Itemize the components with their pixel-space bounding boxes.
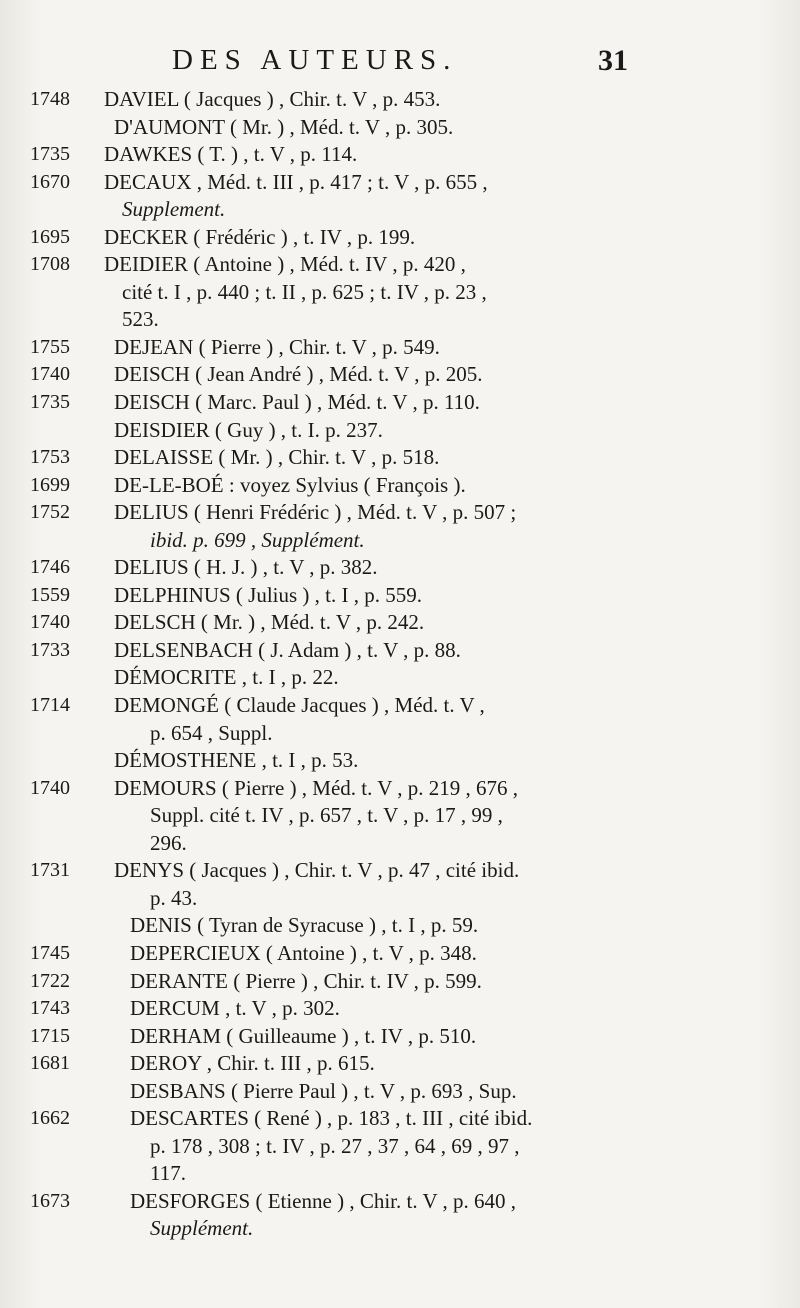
index-entry-denis xyxy=(0,912,800,940)
entry-year: 1559 xyxy=(30,583,70,606)
entry-line: DELAISSE ( Mr. ) , Chir. t. V , p. 518. xyxy=(114,445,440,470)
index-entry-de-le-boe xyxy=(0,472,800,500)
index-entry-delsenbach xyxy=(0,637,800,665)
entry-year: 1733 xyxy=(30,638,70,661)
entry-line: DELIUS ( Henri Frédéric ) , Méd. t. V , p. 507 ; xyxy=(114,500,517,525)
entry-year: 1662 xyxy=(30,1107,70,1130)
page-header xyxy=(0,44,800,88)
entry-continuation-line: cité t. I , p. 440 ; t. II , p. 625 ; t. IV , p. 23 , xyxy=(122,279,487,304)
entry-year: 1740 xyxy=(30,363,70,386)
entry-year: 1740 xyxy=(30,611,70,634)
entry-year: 1714 xyxy=(30,694,70,717)
entry-year: 1735 xyxy=(30,391,70,414)
entry-line: DECAUX , Méd. t. III , p. 417 ; t. V , p. 655 , xyxy=(104,169,488,194)
entry-line: DERANTE ( Pierre ) , Chir. t. IV , p. 599. xyxy=(130,968,482,993)
index-entry-dejean xyxy=(0,334,800,362)
index-entry-derham xyxy=(0,1023,800,1051)
entry-line: DAWKES ( T. ) , t. V , p. 114. xyxy=(104,142,358,167)
index-entry-descartes xyxy=(0,1105,800,1188)
entry-year: 1673 xyxy=(30,1189,70,1212)
entry-year: 1735 xyxy=(30,143,70,166)
index-entry-dercum xyxy=(0,995,800,1023)
entry-year: 1740 xyxy=(30,776,70,799)
entry-line: DERCUM , t. V , p. 302. xyxy=(130,996,340,1021)
entry-continuation-line: 523. xyxy=(122,307,159,332)
entry-year: 1695 xyxy=(30,225,70,248)
index-entry-delphinus xyxy=(0,582,800,610)
entry-line: DESFORGES ( Etienne ) , Chir. t. V , p. 640 , xyxy=(130,1188,516,1213)
entry-line: DEJEAN ( Pierre ) , Chir. t. V , p. 549. xyxy=(114,334,440,359)
author-index-list xyxy=(0,86,800,1243)
entry-line: DEROY , Chir. t. III , p. 615. xyxy=(130,1051,375,1076)
index-entry-decker xyxy=(0,224,800,252)
entry-year: 1681 xyxy=(30,1052,70,1075)
index-entry-deidier xyxy=(0,251,800,334)
entry-continuation-line: 117. xyxy=(150,1161,186,1186)
entry-year: 1708 xyxy=(30,253,70,276)
index-entry-demosthene xyxy=(0,747,800,775)
index-entry-desforges xyxy=(0,1188,800,1243)
entry-continuation-line: p. 43. xyxy=(150,885,198,910)
entry-year: 1743 xyxy=(30,997,70,1020)
entry-year: 1745 xyxy=(30,941,70,964)
entry-year: 1748 xyxy=(30,88,70,110)
entry-line: DEISCH ( Marc. Paul ) , Méd. t. V , p. 110. xyxy=(114,390,480,415)
entry-year: 1722 xyxy=(30,969,70,992)
entry-line: DELPHINUS ( Julius ) , t. I , p. 559. xyxy=(114,582,422,607)
entry-line: DE-LE-BOÉ : voyez Sylvius ( François ). xyxy=(114,472,466,497)
entry-continuation-line: p. 654 , Suppl. xyxy=(150,720,273,745)
entry-continuation-line: ibid. p. 699 , Supplément. xyxy=(150,527,365,552)
index-entry-delius-h-j xyxy=(0,554,800,582)
entry-line: DENYS ( Jacques ) , Chir. t. V , p. 47 , cité ibid. xyxy=(114,858,520,883)
index-entry-delsch xyxy=(0,609,800,637)
index-entry-decaux xyxy=(0,169,800,224)
entry-year: 1752 xyxy=(30,501,70,524)
entry-year: 1753 xyxy=(30,446,70,469)
index-entry-democrite xyxy=(0,664,800,692)
entry-line: DELSENBACH ( J. Adam ) , t. V , p. 88. xyxy=(114,637,461,662)
index-entry-derante xyxy=(0,968,800,996)
entry-line: DEISDIER ( Guy ) , t. I. p. 237. xyxy=(114,417,383,442)
entry-line: DECKER ( Frédéric ) , t. IV , p. 199. xyxy=(104,224,416,249)
index-entry-deisdier xyxy=(0,417,800,445)
index-entry-demonge xyxy=(0,692,800,747)
index-entry-demours xyxy=(0,775,800,858)
entry-line: DENIS ( Tyran de Syracuse ) , t. I , p. 59. xyxy=(130,913,479,938)
entry-year: 1731 xyxy=(30,859,70,882)
entry-continuation-line: Supplement. xyxy=(122,197,226,222)
entry-line: DEPERCIEUX ( Antoine ) , t. V , p. 348. xyxy=(130,940,477,965)
entry-line: DERHAM ( Guilleaume ) , t. IV , p. 510. xyxy=(130,1023,477,1048)
index-entry-daviel xyxy=(0,86,800,114)
entry-line: DELIUS ( H. J. ) , t. V , p. 382. xyxy=(114,555,378,580)
index-entry-delaisse xyxy=(0,444,800,472)
entry-line: DEISCH ( Jean André ) , Méd. t. V , p. 205. xyxy=(114,362,483,387)
entry-line: DEIDIER ( Antoine ) , Méd. t. IV , p. 420 , xyxy=(104,252,466,277)
entry-line: DESBANS ( Pierre Paul ) , t. V , p. 693 , Sup. xyxy=(130,1078,517,1103)
index-entry-dawkes xyxy=(0,141,800,169)
index-entry-deisch-jean-andre xyxy=(0,361,800,389)
index-entry-delius-henri-frederic xyxy=(0,499,800,554)
index-entry-deroy xyxy=(0,1050,800,1078)
index-entry-depercieux xyxy=(0,940,800,968)
index-entry-deisch-marc-paul xyxy=(0,389,800,417)
entry-year: 1715 xyxy=(30,1024,70,1047)
entry-line: DEMOURS ( Pierre ) , Méd. t. V , p. 219 , 676 , xyxy=(114,775,519,800)
entry-year: 1755 xyxy=(30,335,70,358)
entry-year: 1670 xyxy=(30,170,70,193)
entry-year: 1746 xyxy=(30,556,70,579)
entry-line: DEMONGÉ ( Claude Jacques ) , Méd. t. V , xyxy=(114,693,485,718)
index-entry-desbans xyxy=(0,1078,800,1106)
entry-line: D'AUMONT ( Mr. ) , Méd. t. V , p. 305. xyxy=(114,114,454,139)
entry-line: DESCARTES ( René ) , p. 183 , t. III , cité ibid. xyxy=(130,1106,533,1131)
entry-continuation-line: p. 178 , 308 ; t. IV , p. 27 , 37 , 64 , 69 , 97 , xyxy=(150,1133,520,1158)
entry-continuation-line: Suppl. cité t. IV , p. 657 , t. V , p. 17 , 99 , xyxy=(150,803,503,828)
entry-line: DELSCH ( Mr. ) , Méd. t. V , p. 242. xyxy=(114,610,425,635)
index-entry-daumont xyxy=(0,114,800,142)
index-entry-denys xyxy=(0,857,800,912)
running-title: DES AUTEURS. xyxy=(172,44,458,76)
entry-line: DAVIEL ( Jacques ) , Chir. t. V , p. 453. xyxy=(104,87,441,111)
entry-continuation-line: 296. xyxy=(150,830,187,855)
page-number: 31 xyxy=(598,44,628,77)
entry-line: DÉMOSTHENE , t. I , p. 53. xyxy=(114,748,359,773)
entry-year: 1699 xyxy=(30,473,70,496)
entry-line: DÉMOCRITE , t. I , p. 22. xyxy=(114,665,339,690)
entry-continuation-line: Supplément. xyxy=(150,1216,254,1241)
